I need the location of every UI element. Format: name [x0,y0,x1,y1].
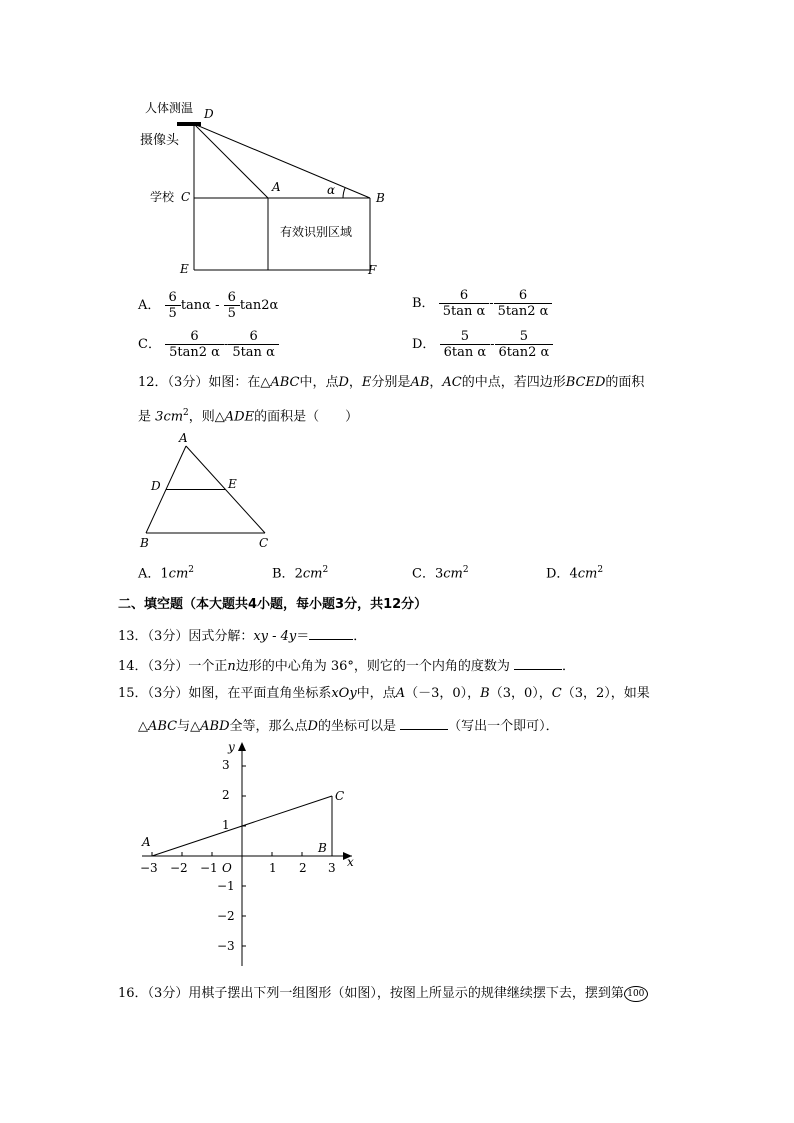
point-label-b: B [318,841,327,855]
x-tick-label: −2 [170,861,188,875]
zone-label: 有效识别区域 [280,225,353,239]
camera-diagram-lines [0,0,794,290]
y-axis-arrow-icon [238,742,246,751]
x-tick-label: 3 [328,861,336,875]
fraction [165,290,181,321]
numerator: 5 [460,329,469,344]
y-tick-label: 1 [222,818,230,832]
point-label-e: E [180,262,189,276]
option-letter: A． [138,298,161,313]
x-tick-label: 2 [299,861,307,875]
numerator: 6 [249,329,258,344]
q12-option-d[interactable]: D．$4cm^2$ [546,565,604,582]
q12-option-a[interactable]: A．$1cm^2$ [138,565,195,582]
fraction [440,329,491,360]
q12-option-c[interactable]: C．$3cm^2$ [412,565,469,582]
numerator: 6 [459,288,469,303]
x-tick-label: −1 [200,861,218,875]
q13: 13．（3分）因式分解：xy - 4y＝ ． [118,626,366,645]
y-tick-label: −2 [217,909,235,923]
q11-option-a[interactable] [138,290,278,321]
point-label-a: A [272,180,281,194]
point-label-d: D [204,107,214,121]
x-tick-label: −3 [140,861,158,875]
q11-option-b[interactable] [412,288,552,319]
answer-blank[interactable] [400,716,448,730]
fraction [494,288,553,319]
point-label-f: F [368,263,377,277]
camera-label-bottom: 摄像头 [140,133,180,148]
denominator: 6tan α [440,344,491,360]
q14: 14．（3分）一个正n边形的中心角为 36°，则它的一个内角的度数为 ． [118,656,575,675]
y-axis-label: y [228,740,235,754]
term-text: tanα - [180,298,220,313]
q11-option-d[interactable] [412,329,553,360]
q15-line-2: △ABC与△ABD全等，那么点D的坐标可以是 （写出一个即可）． [138,716,559,735]
point-label-a: A [179,431,188,445]
minus-sign: - [223,337,229,352]
point-label-d: D [151,479,161,493]
numerator: 6 [227,290,236,305]
answer-blank[interactable] [309,626,353,640]
option-letter: C． [138,337,161,352]
point-label-c: C [259,536,269,550]
coordinate-axes [130,738,370,970]
point-label-e: E [228,477,237,491]
numerator: 6 [190,329,199,344]
fraction [165,329,224,360]
y-tick-label: −3 [217,939,235,953]
denominator: 5tan2 α [494,303,553,319]
fraction [224,290,240,321]
triangle-diagram [130,440,280,550]
minus-sign: - [489,296,494,311]
point-label-c: C [181,190,191,204]
camera-label-top: 人体测温 [145,101,194,115]
origin-label: O [222,861,232,875]
circled-number: 100 [624,986,648,1002]
q16: 16．（3分）用棋子摆出下列一组图形（如图），按图上所显示的规律继续摆下去，摆到第 100 [118,986,648,1002]
denominator: 5tan2 α [165,344,224,360]
term-text: tan2α [239,298,279,313]
minus-sign: - [490,337,495,352]
q12-line-2: 是 $3cm^2$，则△ADE的面积是（ ） [138,408,359,425]
q11-option-c[interactable] [138,329,279,360]
denominator: 5 [224,305,240,321]
point-label-b: B [376,191,385,205]
angle-label-alpha: α [327,183,336,197]
fraction [495,329,554,360]
point-label-a: A [142,835,151,849]
x-axis-label: x [347,855,354,869]
q12-option-b[interactable]: B．$2cm^2$ [272,565,329,582]
section-title: 二、填空题（本大题共4小题，每小题3分，共12分） [118,597,428,612]
q12-line-1: 12．（3分）如图：在△ABC中，点D，E分别是AB，AC的中点，若四边形BCED的面积 [138,375,645,390]
numerator: 6 [518,288,528,303]
q15-line-1: 15．（3分）如图，在平面直角坐标系xOy中，点A（－3，0），B（3，0），C（3，2），如果 [118,686,650,701]
fraction [439,288,490,319]
school-label: 学校 [150,190,175,204]
answer-blank[interactable] [514,656,562,670]
x-tick-label: 1 [269,861,277,875]
y-tick-label: −1 [217,879,235,893]
point-label-b: B [140,536,149,550]
point-label-c: C [335,789,345,803]
denominator: 5tan α [439,303,490,319]
option-letter: D． [412,337,436,352]
y-tick-label: 2 [222,788,230,802]
fraction [228,329,279,360]
numerator: 5 [519,329,529,344]
denominator: 5tan α [228,344,279,360]
denominator: 5 [165,305,181,321]
option-letter: B． [412,296,435,311]
numerator: 6 [168,290,177,305]
y-tick-label: 3 [222,758,230,772]
denominator: 6tan2 α [495,344,554,360]
